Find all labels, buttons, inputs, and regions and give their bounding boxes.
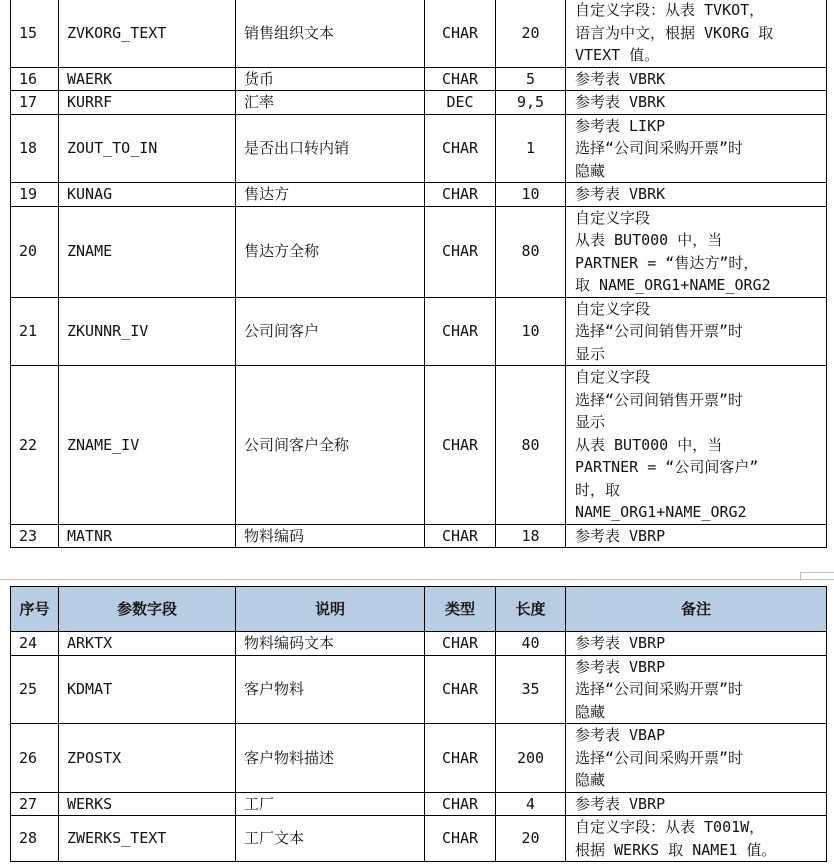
field-length: 10 (496, 297, 566, 366)
note-line: 显示 (575, 413, 606, 431)
field-type: CHAR (425, 0, 496, 67)
row-number: 22 (11, 366, 59, 525)
header-type: 类型 (425, 587, 496, 632)
field-name: ZVKORG_TEXT (59, 0, 236, 67)
field-length: 10 (496, 183, 566, 207)
note-line: 参考表 VBRK (575, 93, 666, 111)
row-number: 27 (11, 792, 59, 816)
note-line: 参考表 VBRK (575, 185, 666, 203)
field-type: DEC (425, 91, 496, 115)
header-field: 参数字段 (59, 587, 236, 632)
field-desc: 销售组织文本 (236, 0, 425, 67)
field-note (566, 524, 827, 548)
table-row (11, 816, 827, 862)
field-type: CHAR (425, 632, 496, 656)
row-number: 21 (11, 297, 59, 366)
field-length: 20 (496, 0, 566, 67)
field-desc: 货币 (236, 67, 425, 91)
field-note (566, 816, 827, 862)
field-length: 200 (496, 724, 566, 793)
note-line: 根据 WERKS 取 NAME1 值。 (575, 840, 777, 859)
field-desc: 售达方全称 (236, 206, 425, 297)
field-length: 1 (496, 114, 566, 183)
row-number: 25 (11, 655, 59, 724)
note-line: 从表 BUT000 中，当 (575, 231, 723, 249)
field-desc: 工厂文本 (236, 816, 425, 862)
field-name: MATNR (59, 524, 236, 548)
field-type: CHAR (425, 655, 496, 724)
field-desc: 公司间客户全称 (236, 366, 425, 525)
note-line: 时，取 (575, 480, 621, 499)
note-line: 自定义字段 (575, 368, 651, 386)
note-line: 语言为中文，根据 VKORG 取 (575, 23, 774, 42)
field-length: 18 (496, 524, 566, 548)
table-row (11, 67, 827, 91)
table-row (11, 0, 827, 67)
field-note (566, 297, 827, 366)
table-row (11, 366, 827, 525)
field-table-bottom (10, 586, 827, 862)
field-note (566, 792, 827, 816)
field-desc: 客户物料 (236, 655, 425, 724)
note-line: PARTNER = “售达方”时， (575, 253, 759, 272)
table-row (11, 524, 827, 548)
note-line: 取 NAME_ORG1+NAME_ORG2 (575, 276, 771, 294)
note-line: VTEXT 值。 (575, 46, 660, 64)
header-desc: 说明 (236, 587, 425, 632)
note-line: 选择“公司间采购开票”时 (575, 748, 744, 767)
note-line: 选择“公司间销售开票”时 (575, 322, 744, 340)
note-line: PARTNER = “公司间客户” (575, 458, 759, 476)
page-gap (0, 556, 834, 586)
note-line: 参考表 VBRP (575, 634, 666, 652)
row-number: 15 (11, 0, 59, 67)
field-length: 20 (496, 816, 566, 862)
field-name: WAERK (59, 67, 236, 91)
note-line: 选择“公司间采购开票”时 (575, 139, 744, 157)
row-number: 28 (11, 816, 59, 862)
field-name: WERKS (59, 792, 236, 816)
field-length: 40 (496, 632, 566, 656)
note-line: 参考表 VBAP (575, 726, 666, 744)
table-row (11, 724, 827, 793)
note-line: 自定义字段 (575, 208, 651, 227)
note-line: 参考表 VBRP (575, 657, 666, 676)
table-row (11, 792, 827, 816)
field-name: ZPOSTX (59, 724, 236, 793)
note-line: 参考表 LIKP (575, 116, 666, 135)
table-row (11, 655, 827, 724)
page-corner-mark (800, 572, 834, 581)
field-type: CHAR (425, 724, 496, 793)
field-table-top (10, 0, 827, 548)
field-note (566, 655, 827, 724)
field-note (566, 206, 827, 297)
field-note (566, 0, 827, 67)
field-type: CHAR (425, 816, 496, 862)
row-number: 18 (11, 114, 59, 183)
field-note (566, 183, 827, 207)
note-line: NAME_ORG1+NAME_ORG2 (575, 503, 747, 521)
field-type: CHAR (425, 183, 496, 207)
field-length: 35 (496, 655, 566, 724)
table-row (11, 206, 827, 297)
note-line: 隐藏 (575, 702, 606, 721)
field-name: ZKUNNR_IV (59, 297, 236, 366)
field-length: 80 (496, 366, 566, 525)
note-line: 参考表 VBRP (575, 794, 666, 813)
row-number: 17 (11, 91, 59, 115)
field-note (566, 366, 827, 525)
field-type: CHAR (425, 792, 496, 816)
row-number: 19 (11, 183, 59, 207)
table-row (11, 91, 827, 115)
field-note (566, 724, 827, 793)
note-line: 参考表 VBRP (575, 526, 666, 545)
field-type: CHAR (425, 206, 496, 297)
field-name: ZOUT_TO_IN (59, 114, 236, 183)
row-number: 23 (11, 524, 59, 548)
field-note (566, 67, 827, 91)
note-line: 选择“公司间销售开票”时 (575, 390, 744, 409)
row-number: 26 (11, 724, 59, 793)
row-number: 24 (11, 632, 59, 656)
field-desc: 公司间客户 (236, 297, 425, 366)
field-type: CHAR (425, 297, 496, 366)
field-type: CHAR (425, 366, 496, 525)
field-desc: 物料编码文本 (236, 632, 425, 656)
field-note (566, 114, 827, 183)
note-line: 隐藏 (575, 161, 606, 180)
field-type: CHAR (425, 67, 496, 91)
table-row (11, 297, 827, 366)
field-length: 80 (496, 206, 566, 297)
field-name: KURRF (59, 91, 236, 115)
field-length: 9,5 (496, 91, 566, 115)
note-line: 隐藏 (575, 771, 606, 789)
table-header-row (11, 587, 827, 632)
row-number: 16 (11, 67, 59, 91)
note-line: 显示 (575, 344, 606, 363)
field-name: KDMAT (59, 655, 236, 724)
header-note: 备注 (566, 587, 827, 632)
field-type: CHAR (425, 114, 496, 183)
field-length: 5 (496, 67, 566, 91)
table-row (11, 183, 827, 207)
field-length: 4 (496, 792, 566, 816)
field-desc: 售达方 (236, 183, 425, 207)
header-len: 长度 (496, 587, 566, 632)
field-note (566, 91, 827, 115)
note-line: 自定义字段：从表 TVKOT， (575, 1, 765, 19)
note-line: 选择“公司间采购开票”时 (575, 680, 744, 698)
field-name: ARKTX (59, 632, 236, 656)
table-row (11, 632, 827, 656)
row-number: 20 (11, 206, 59, 297)
field-note (566, 632, 827, 656)
field-desc: 汇率 (236, 91, 425, 115)
header-no: 序号 (11, 587, 59, 632)
field-desc: 客户物料描述 (236, 724, 425, 793)
note-line: 参考表 VBRK (575, 69, 666, 88)
field-name: ZWERKS_TEXT (59, 816, 236, 862)
field-desc: 物料编码 (236, 524, 425, 548)
table-row (11, 114, 827, 183)
note-line: 从表 BUT000 中，当 (575, 435, 723, 454)
field-name: ZNAME_IV (59, 366, 236, 525)
field-desc: 工厂 (236, 792, 425, 816)
field-name: ZNAME (59, 206, 236, 297)
note-line: 自定义字段 (575, 299, 651, 318)
field-name: KUNAG (59, 183, 236, 207)
field-type: CHAR (425, 524, 496, 548)
note-line: 自定义字段：从表 T001W， (575, 818, 765, 836)
page-break-line (0, 579, 834, 580)
field-desc: 是否出口转内销 (236, 114, 425, 183)
